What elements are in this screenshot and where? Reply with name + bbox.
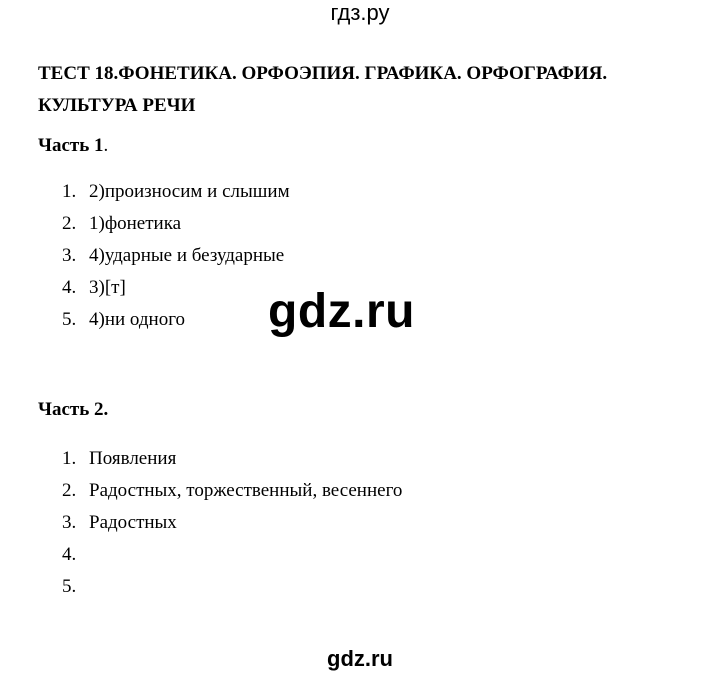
item-number: 3. — [62, 512, 77, 533]
item-answer: 1)фонетика — [89, 213, 182, 234]
item-answer: Появления — [89, 448, 177, 469]
item-number: 1. — [62, 181, 77, 202]
part1-heading — [38, 134, 108, 158]
item-answer: 2)произносим и слышим — [89, 181, 290, 202]
item-answer: 3)[т] — [89, 277, 126, 298]
item-number: 2. — [62, 480, 77, 501]
item-answer: 4)ударные и безударные — [89, 245, 285, 266]
item-number: 5. — [62, 309, 77, 330]
item-number: 3. — [62, 245, 77, 266]
item-number: 5. — [62, 576, 77, 597]
part1-heading-suffix: . — [103, 135, 109, 156]
item-number: 2. — [62, 213, 77, 234]
part1-heading-label: Часть 1 — [38, 135, 104, 156]
item-number: 4. — [62, 277, 77, 298]
watermark-logo: gdz.ru — [268, 285, 415, 338]
item-answer: Радостных — [89, 512, 177, 533]
item-number: 1. — [62, 448, 77, 469]
site-header[interactable]: гдз.ру — [330, 0, 390, 25]
item-number: 4. — [62, 544, 77, 565]
part2-heading: Часть 2. — [38, 399, 109, 420]
item-answer: 4)ни одного — [89, 309, 186, 330]
document-title: ТЕСТ 18.ФОНЕТИКА. ОРФОЭПИЯ. ГРАФИКА. ОРФОГРАФИЯ. КУЛЬТУРА РЕЧИ — [38, 63, 608, 116]
item-answer: Радостных, торжественный, весеннего — [89, 480, 403, 501]
watermark-footer-logo[interactable]: gdz.ru — [327, 646, 393, 671]
